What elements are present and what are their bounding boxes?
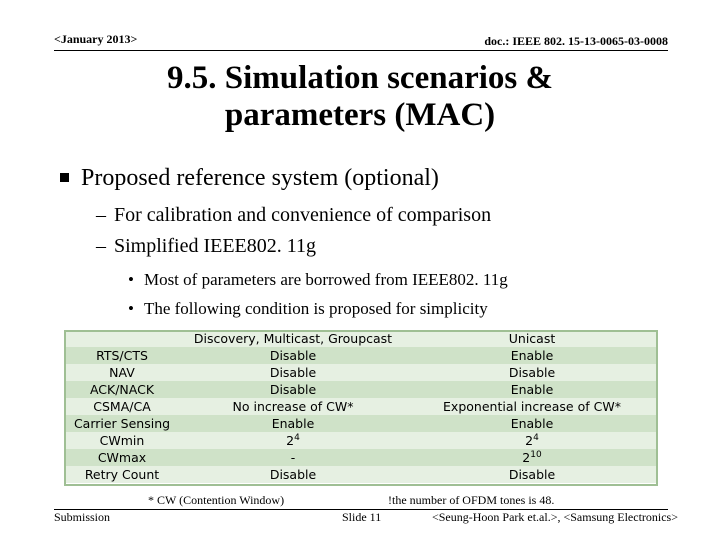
cell-superscript: 4 bbox=[533, 432, 539, 443]
ofdm-tones-note: !the number of OFDM tones is 48. bbox=[388, 493, 555, 507]
bullet-level2-item bbox=[96, 204, 491, 227]
table-cell: Disable bbox=[406, 466, 658, 483]
header-rule bbox=[54, 50, 668, 51]
table-cell: Enable bbox=[406, 381, 658, 398]
dot-bullet-icon: • bbox=[128, 299, 134, 318]
table-cell: No increase of CW* bbox=[180, 398, 406, 415]
table-cell: CWmax bbox=[64, 449, 180, 466]
table-row bbox=[64, 347, 658, 364]
title-line-2: parameters (MAC) bbox=[224, 97, 496, 133]
square-bullet-icon bbox=[60, 173, 69, 182]
table-cell: Disable bbox=[180, 364, 406, 381]
table-cell bbox=[406, 449, 658, 466]
table-header-row bbox=[64, 330, 658, 347]
table-cell: Carrier Sensing bbox=[64, 415, 180, 432]
table-cell: - bbox=[180, 449, 406, 466]
table-cell: Disable bbox=[406, 364, 658, 381]
table-cell: Disable bbox=[180, 381, 406, 398]
slide-title bbox=[0, 60, 720, 134]
title-line-1: 9.5. Simulation scenarios & bbox=[167, 60, 553, 96]
bullet-level2-text: Simplified IEEE802. 11g bbox=[114, 235, 317, 257]
table-row bbox=[64, 381, 658, 398]
table-cell: Enable bbox=[406, 347, 658, 364]
cell-base: 2 bbox=[525, 433, 534, 448]
table-cell bbox=[180, 432, 406, 449]
cw-note: * CW (Contention Window) bbox=[148, 493, 285, 507]
bullet-level3-item bbox=[128, 270, 508, 290]
dash-bullet-icon: – bbox=[96, 204, 106, 226]
table-cell: ACK/NACK bbox=[64, 381, 180, 398]
table-row bbox=[64, 466, 658, 483]
bullet-level2-item bbox=[96, 235, 316, 258]
bullet-level1-text: Proposed reference system (optional) bbox=[81, 165, 439, 191]
table-row bbox=[64, 449, 658, 466]
table-cell: Exponential increase of CW* bbox=[406, 398, 658, 415]
table-cell: CSMA/CA bbox=[64, 398, 180, 415]
table-row bbox=[64, 364, 658, 381]
bullet-level3-text: The following condition is proposed for simplicity bbox=[143, 299, 488, 318]
table-row bbox=[64, 415, 658, 432]
table-header-cell: Discovery, Multicast, Groupcast bbox=[180, 330, 406, 347]
table-row bbox=[64, 398, 658, 415]
table-cell: Disable bbox=[180, 347, 406, 364]
footer-submission: Submission bbox=[54, 510, 111, 524]
bullet-level3-item bbox=[128, 299, 488, 319]
dot-bullet-icon: • bbox=[128, 270, 134, 289]
cell-superscript: 10 bbox=[530, 449, 542, 460]
table-cell: NAV bbox=[64, 364, 180, 381]
table-row bbox=[64, 432, 658, 449]
table-cell bbox=[406, 432, 658, 449]
cell-superscript: 4 bbox=[294, 432, 300, 443]
parameters-table bbox=[64, 330, 658, 483]
bullet-level2-text: For calibration and convenience of comparison bbox=[114, 204, 492, 226]
table-header-cell bbox=[64, 330, 180, 347]
table-cell: CWmin bbox=[64, 432, 180, 449]
bullet-level1 bbox=[60, 165, 439, 192]
table-cell: Disable bbox=[180, 466, 406, 483]
cell-base: 2 bbox=[286, 433, 295, 448]
header-date: <January 2013> bbox=[54, 32, 138, 46]
footer-slide-number: Slide 11 bbox=[342, 510, 382, 524]
table-cell: RTS/CTS bbox=[64, 347, 180, 364]
dash-bullet-icon: – bbox=[96, 235, 106, 257]
header-doc-id: doc.: IEEE 802. 15-13-0065-03-0008 bbox=[484, 34, 668, 48]
table-cell: Enable bbox=[180, 415, 406, 432]
bullet-level3-text: Most of parameters are borrowed from IEEE802. 11g bbox=[143, 270, 508, 289]
table-cell: Enable bbox=[406, 415, 658, 432]
footer-author: <Seung-Hoon Park et.al.>, <Samsung Electronics> bbox=[431, 510, 678, 524]
table-header-cell: Unicast bbox=[406, 330, 658, 347]
cell-base: 2 bbox=[522, 450, 531, 465]
table-cell: Retry Count bbox=[64, 466, 180, 483]
